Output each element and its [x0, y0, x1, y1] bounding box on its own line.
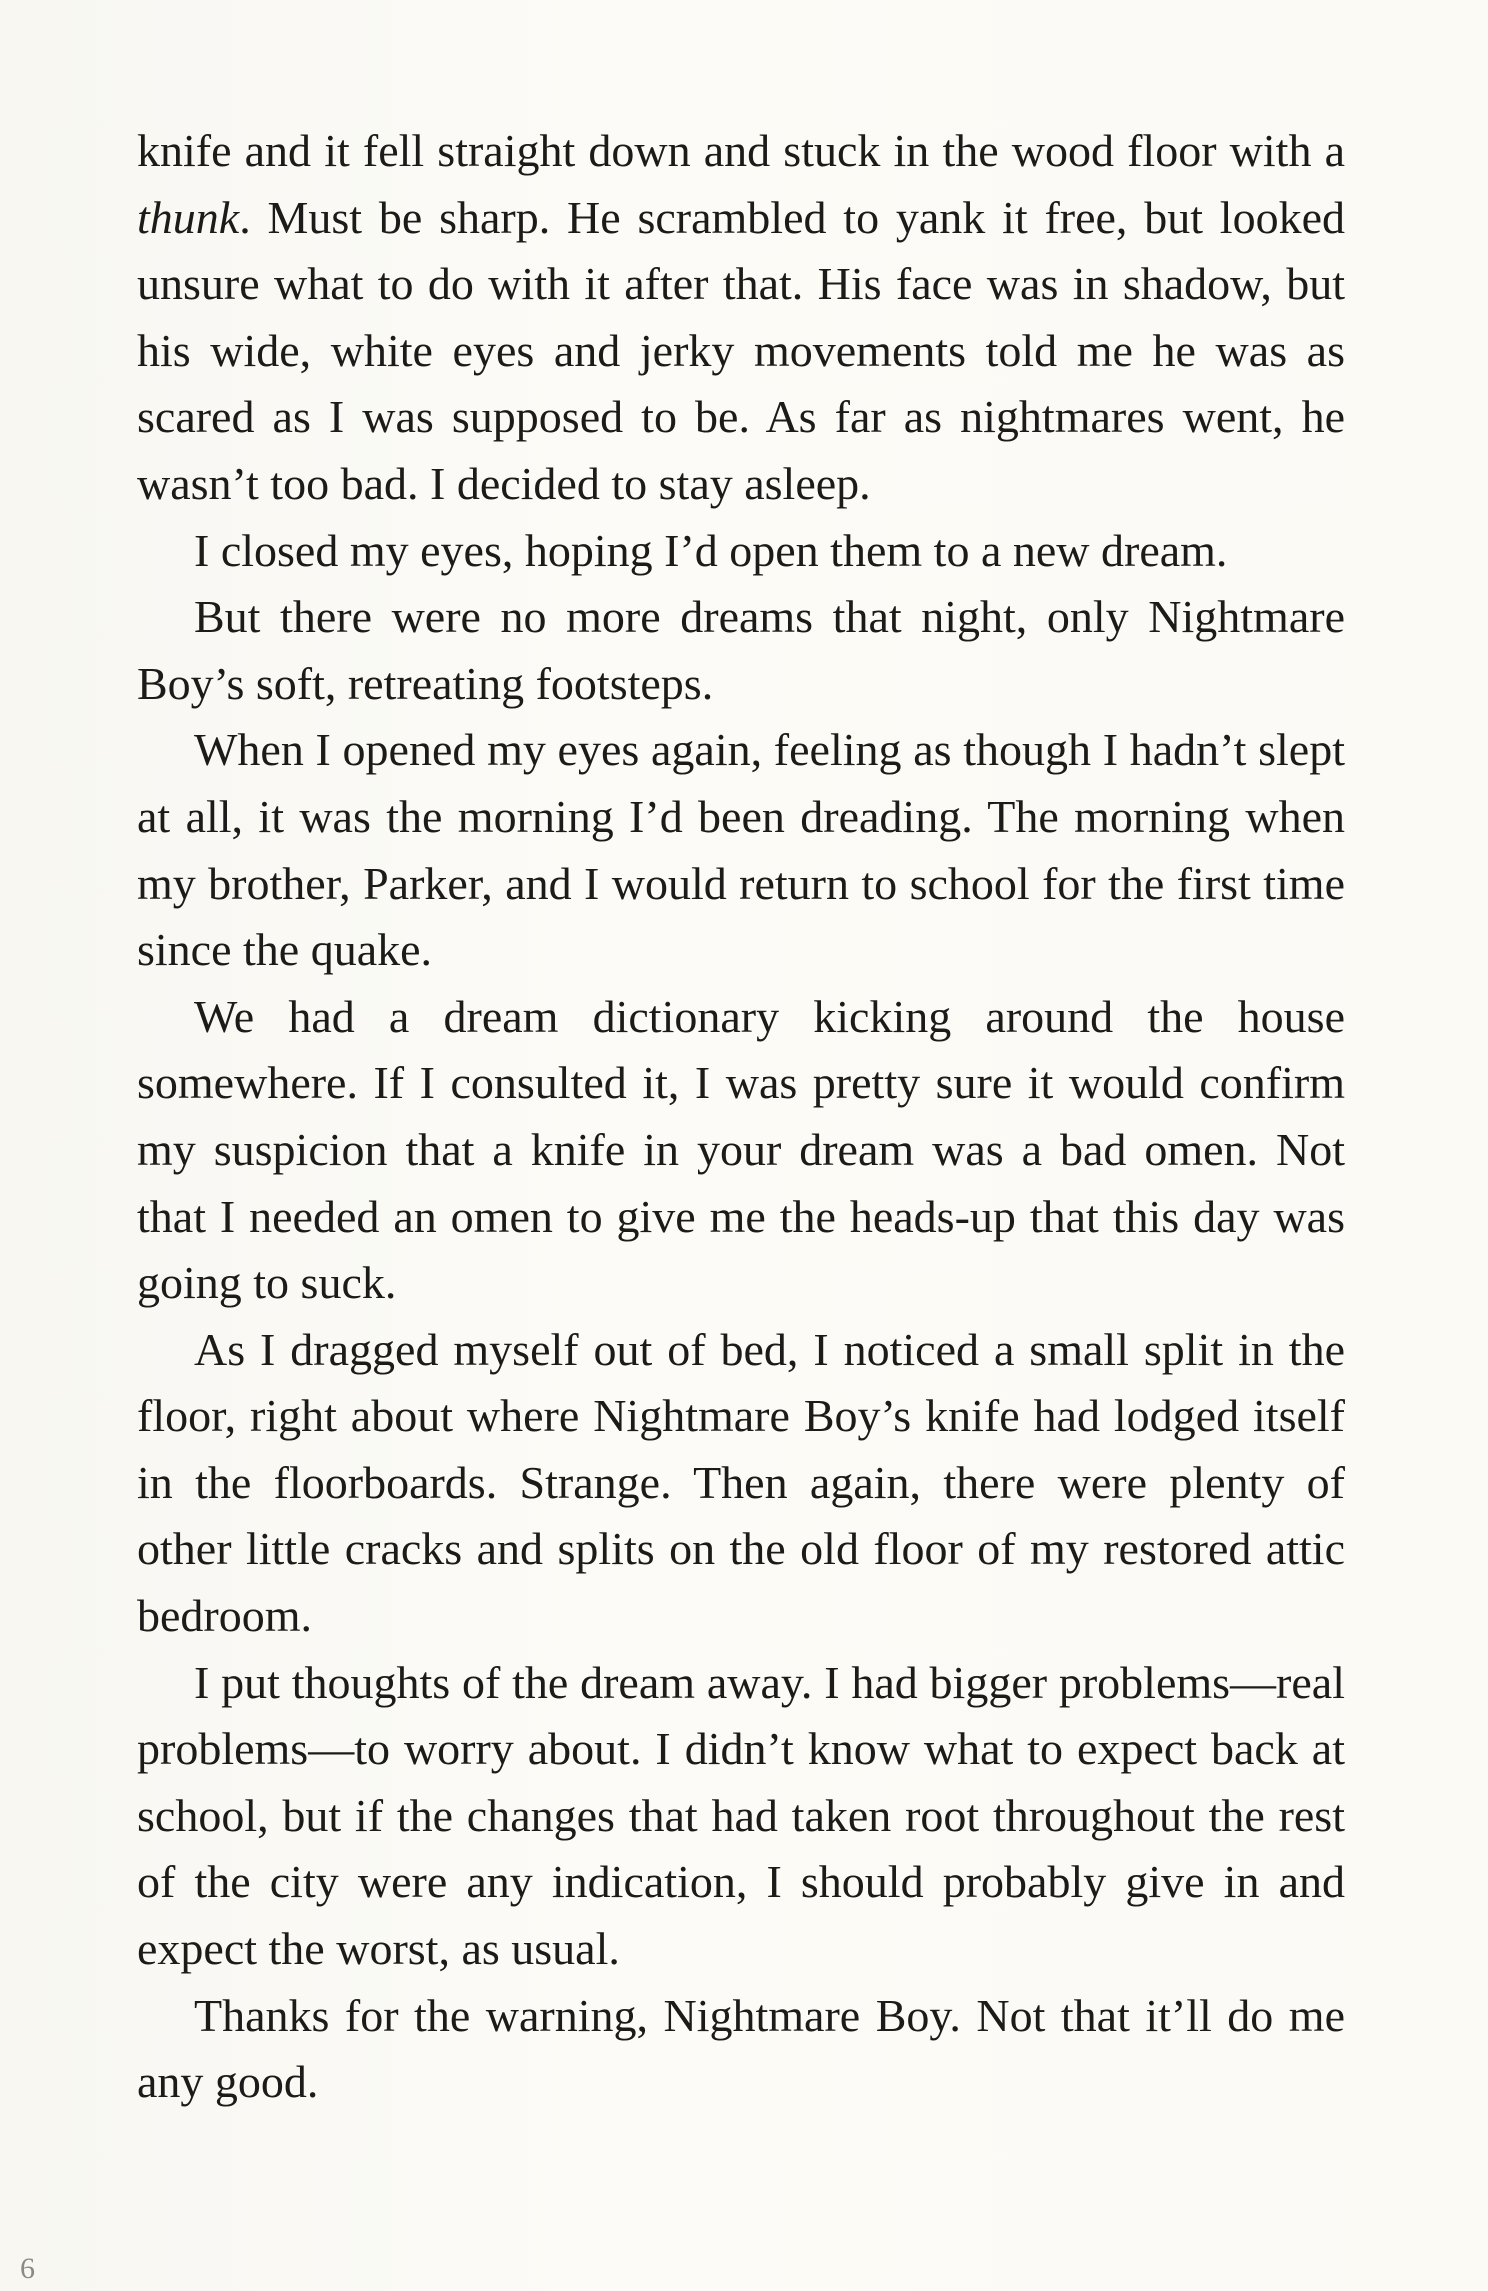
- emphasis-thunk: thunk: [137, 191, 240, 243]
- paragraph-1: [137, 118, 1345, 518]
- paragraph-7: I put thoughts of the dream away. I had bigger problems—real problems—to worry about. I didn’t know what to expect back at school, but if the changes that had taken root throughout the rest of the city were any indication, I should probably give in and expect the worst, as usual.: [137, 1656, 1345, 1975]
- paragraph-3: But there were no more dreams that night, only Nightmare Boy’s soft, retreating footsteps.: [137, 591, 1345, 709]
- paragraph-1-before: knife and it fell straight down and stuck in the wood floor with a: [137, 125, 1345, 176]
- paragraph-1-after: . Must be sharp. He scrambled to yank it free, but looked unsure what to do with it after that. His face was in shadow, but his wide, white eyes and jerky movements told me he was as scared as I was supposed to be. As far as nightmares went, he wasn’t too bad. I decided to stay asleep.: [137, 191, 1345, 509]
- paragraph-4: When I opened my eyes again, feeling as though I hadn’t slept at all, it was the morning I’d been dreading. The morning when my brother, Parker, and I would return to school for the first time since the quake.: [137, 724, 1345, 976]
- paragraph-5: We had a dream dictionary kicking around the house somewhere. If I consulted it, I was pretty sure it would confirm my suspicion that a knife in your dream was a bad omen. Not that I needed an omen to give me the heads-up that this day was going to suck.: [137, 990, 1345, 1309]
- paragraph-2: I closed my eyes, hoping I’d open them to a new dream.: [194, 524, 1228, 576]
- paragraph-6: As I dragged myself out of bed, I noticed a small split in the floor, right about where Nightmare Boy’s knife had lodged itself in the floorboards. Strange. Then again, there were plenty of other little cracks and splits on the old floor of my restored attic bedroom.: [137, 1323, 1345, 1642]
- body-text: [137, 118, 1345, 2116]
- paragraph-8: Thanks for the warning, Nightmare Boy. Not that it’ll do me any good.: [137, 1989, 1345, 2108]
- page-number: 6: [20, 2252, 35, 2285]
